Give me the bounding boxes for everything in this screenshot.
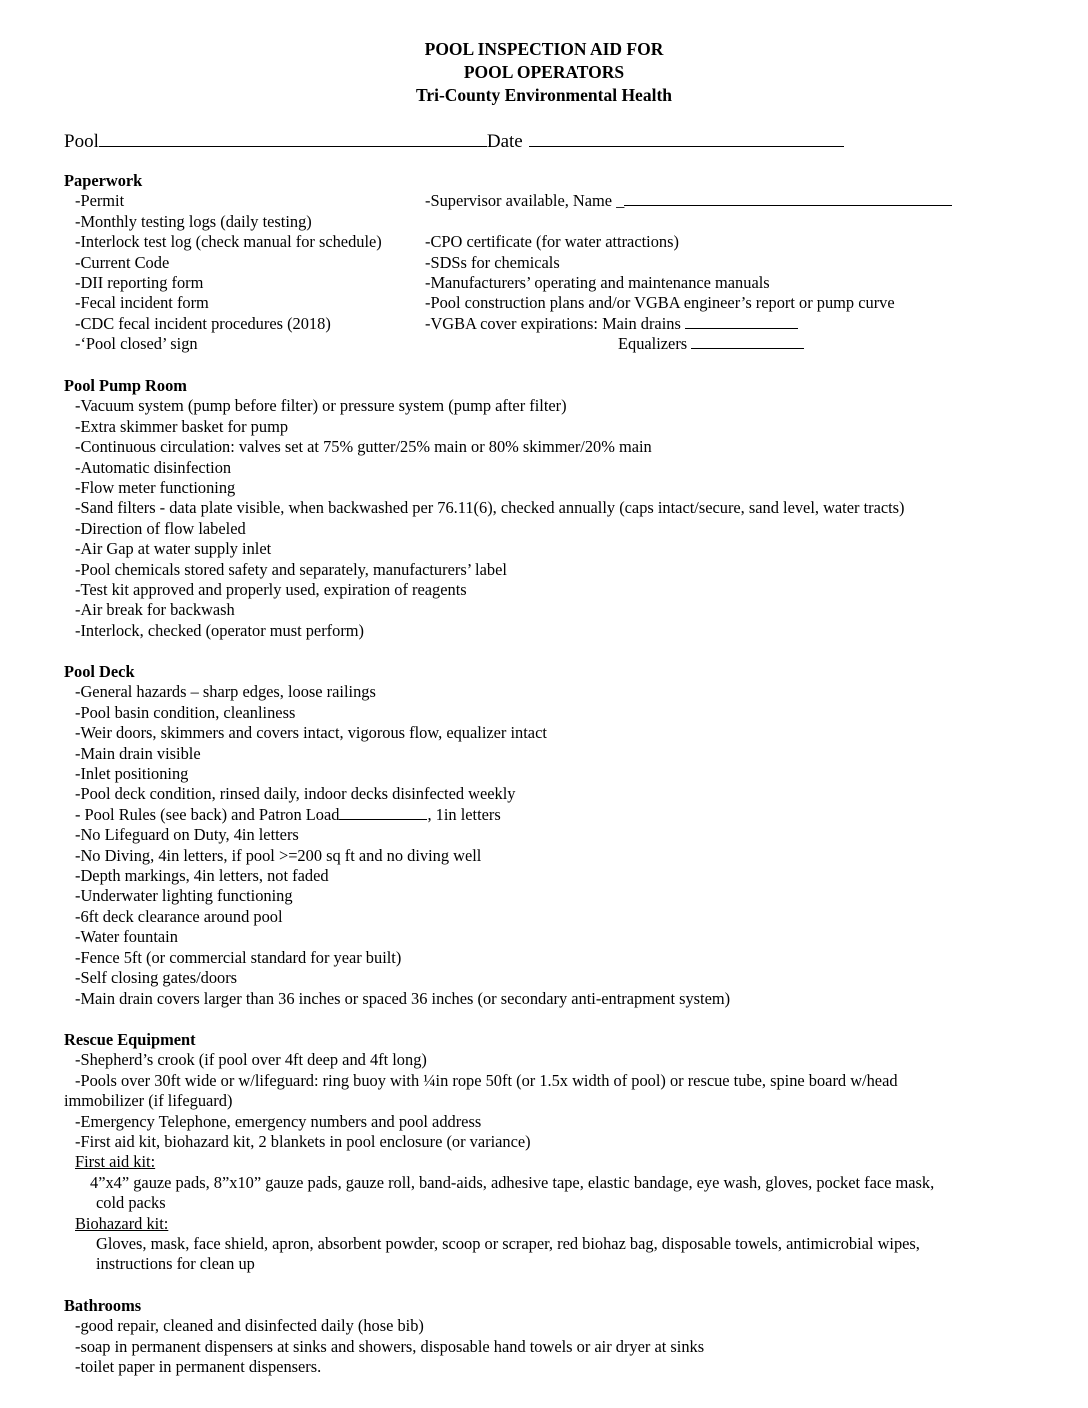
patron-load-blank[interactable] xyxy=(339,805,427,820)
paperwork-section xyxy=(64,171,1024,354)
pool-deck-item: -General hazards – sharp edges, loose railings xyxy=(75,682,376,702)
biohazard-contents-cont: instructions for clean up xyxy=(96,1254,255,1274)
rescue-item: -Emergency Telephone, emergency numbers and pool address xyxy=(75,1111,482,1131)
bathrooms-item: -soap in permanent dispensers at sinks and showers, disposable hand towels or air dryer at sinks xyxy=(75,1336,705,1356)
pool-rules-line: - Pool Rules (see back) and Patron Load , 1in letters xyxy=(75,804,501,824)
title-line-1: POOL INSPECTION AID FOR xyxy=(424,39,664,59)
pump-room-item: -Flow meter functioning xyxy=(75,478,236,498)
paperwork-item: -Monthly testing logs (daily testing) xyxy=(75,211,312,231)
pump-room-item: -Pool chemicals stored safety and separately, manufacturers’ label xyxy=(75,559,507,579)
pool-deck-item: -Main drain visible xyxy=(75,743,201,763)
title-line-3: Tri-County Environmental Health xyxy=(415,85,673,105)
pool-date-row xyxy=(64,128,844,152)
paperwork-item: -CPO certificate (for water attractions) xyxy=(425,232,679,252)
rescue-item: -Pools over 30ft wide or w/lifeguard: ring buoy with ¼in rope 50ft (or 1.5x width of pool) or rescue tube, spine board w/head xyxy=(75,1070,898,1090)
paperwork-item: -Current Code xyxy=(75,252,170,272)
rescue-section xyxy=(64,1030,934,1275)
pump-room-section xyxy=(64,376,905,641)
pump-room-item: -Extra skimmer basket for pump xyxy=(75,416,289,436)
bathrooms-heading: Bathrooms xyxy=(64,1296,142,1315)
date-blank[interactable] xyxy=(529,128,844,147)
main-drains-blank[interactable] xyxy=(685,314,798,329)
pool-deck-item: -Water fountain xyxy=(75,927,178,947)
paperwork-item: -SDSs for chemicals xyxy=(425,252,560,272)
rescue-item-cont: immobilizer (if lifeguard) xyxy=(64,1091,233,1111)
rescue-heading: Rescue Equipment xyxy=(64,1030,196,1049)
paperwork-item: -Interlock test log (check manual for schedule) xyxy=(75,232,382,252)
paperwork-item: -Manufacturers’ operating and maintenance manuals xyxy=(425,273,770,293)
pump-room-item: -Test kit approved and properly used, expiration of reagents xyxy=(75,580,467,600)
pump-room-item: -Continuous circulation: valves set at 75% gutter/25% main or 80% skimmer/20% main xyxy=(75,437,652,457)
pool-label: Pool xyxy=(64,131,99,152)
pool-deck-item: -Weir doors, skimmers and covers intact, vigorous flow, equalizer intact xyxy=(75,723,547,743)
supervisor-label: -Supervisor available, Name _ xyxy=(425,191,625,211)
pump-room-item: -Automatic disinfection xyxy=(75,457,232,477)
pump-room-item: -Vacuum system (pump before filter) or pressure system (pump after filter) xyxy=(75,396,567,416)
pool-deck-item: -Main drain covers larger than 36 inches or spaced 36 inches (or secondary anti-entrapment system) xyxy=(75,988,731,1008)
paperwork-item: -‘Pool closed’ sign xyxy=(75,334,198,354)
biohazard-contents: Gloves, mask, face shield, apron, absorbent powder, scoop or scraper, red biohaz bag, disposable towels, antimicrobial wipes, xyxy=(96,1234,920,1254)
pool-deck-item: -Inlet positioning xyxy=(75,764,189,784)
first-aid-contents: 4”x4” gauze pads, 8”x10” gauze pads, gauze roll, band-aids, adhesive tape, elastic bandage, eye wash, gloves, pocket face mask, xyxy=(90,1172,935,1192)
rescue-item: -Shepherd’s crook (if pool over 4ft deep and 4ft long) xyxy=(75,1050,427,1070)
date-label: Date xyxy=(486,131,523,152)
pump-room-item: -Direction of flow labeled xyxy=(75,518,246,538)
rescue-item: -First aid kit, biohazard kit, 2 blankets in pool enclosure (or variance) xyxy=(75,1132,531,1152)
supervisor-line xyxy=(425,191,952,211)
biohazard-kit-label: Biohazard kit: xyxy=(75,1213,169,1233)
equalizers-blank[interactable] xyxy=(691,334,804,349)
pool-deck-item: -Depth markings, 4in letters, not faded xyxy=(75,866,329,886)
pool-deck-section xyxy=(64,662,730,1009)
pool-deck-item: -No Lifeguard on Duty, 4in letters xyxy=(75,825,299,845)
bathrooms-section xyxy=(64,1296,704,1378)
pool-deck-item: -Pool basin condition, cleanliness xyxy=(75,702,296,722)
paperwork-item: -DII reporting form xyxy=(75,273,204,293)
paperwork-item: -Permit xyxy=(75,191,125,211)
bathrooms-item: -toilet paper in permanent dispensers. xyxy=(75,1357,322,1377)
first-aid-contents-cont: cold packs xyxy=(96,1193,166,1213)
supervisor-name-blank[interactable] xyxy=(624,191,952,206)
pump-room-item: -Air break for backwash xyxy=(75,600,235,620)
paperwork-item: -Pool construction plans and/or VGBA engineer’s report or pump curve xyxy=(425,293,895,313)
pump-room-item: -Interlock, checked (operator must perform) xyxy=(75,620,364,640)
pool-deck-item: -No Diving, 4in letters, if pool >=200 sq ft and no diving well xyxy=(75,845,482,865)
first-aid-kit-label: First aid kit: xyxy=(75,1152,156,1172)
pool-deck-item: -Self closing gates/doors xyxy=(75,968,238,988)
title-line-2: POOL OPERATORS xyxy=(463,62,625,82)
pool-deck-item: -Pool deck condition, rinsed daily, indoor decks disinfected weekly xyxy=(75,784,516,804)
pool-name-blank[interactable] xyxy=(99,128,487,147)
bathrooms-item: -good repair, cleaned and disinfected daily (hose bib) xyxy=(75,1316,424,1336)
pump-room-item: -Sand filters - data plate visible, when backwashed per 76.11(6), checked annually (caps intact/secure, sand level, water tracts) xyxy=(75,498,905,518)
pool-deck-item: -Underwater lighting functioning xyxy=(75,886,293,906)
main-drains-line: -VGBA cover expirations: Main drains xyxy=(425,314,895,334)
pool-deck-heading: Pool Deck xyxy=(64,662,135,681)
paperwork-item: -Fecal incident form xyxy=(75,293,209,313)
paperwork-item: -CDC fecal incident procedures (2018) xyxy=(75,313,331,333)
pump-room-heading: Pool Pump Room xyxy=(64,376,187,395)
equalizers-line: Equalizers xyxy=(425,334,895,354)
paperwork-heading: Paperwork xyxy=(64,171,143,190)
pool-deck-item: -Fence 5ft (or commercial standard for year built) xyxy=(75,947,402,967)
pump-room-item: -Air Gap at water supply inlet xyxy=(75,539,272,559)
pool-deck-item: -6ft deck clearance around pool xyxy=(75,906,283,926)
